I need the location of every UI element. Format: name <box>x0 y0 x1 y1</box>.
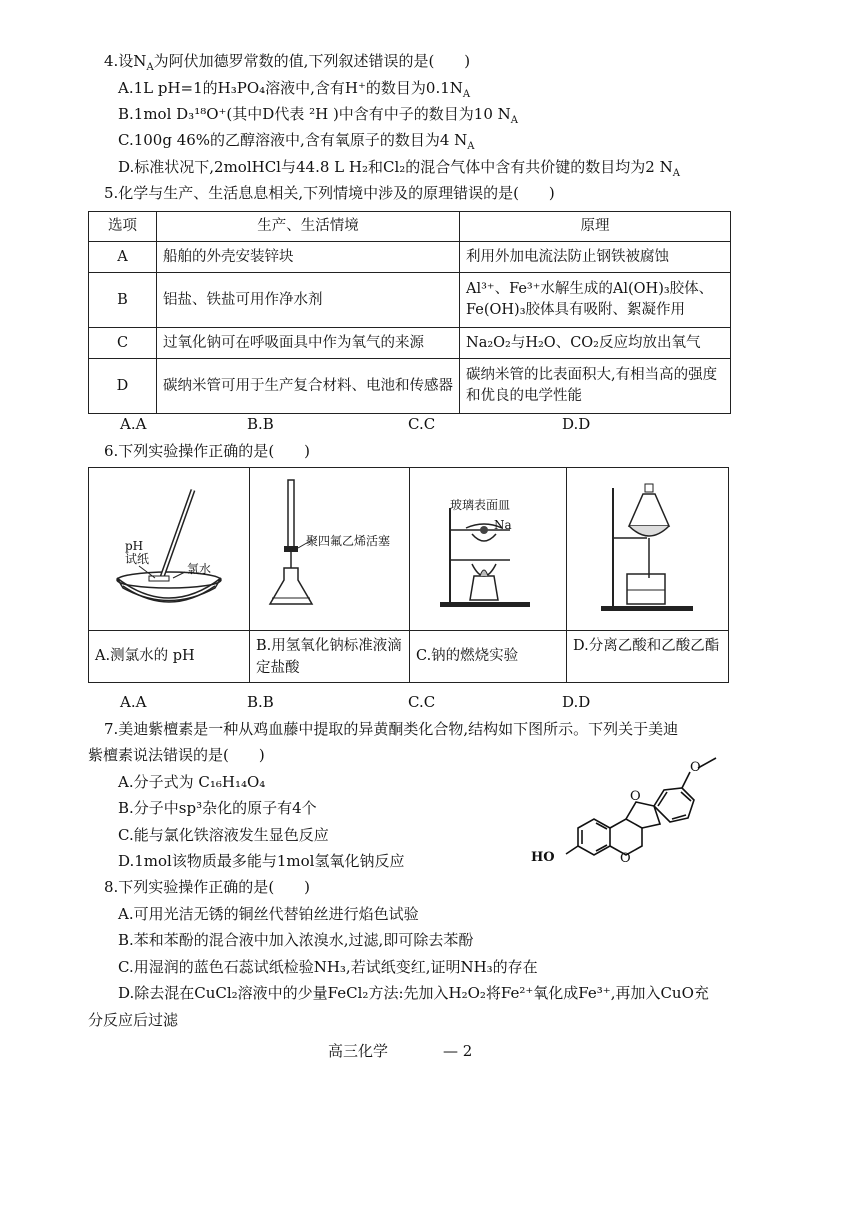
sodium-burning-illustration <box>410 468 567 630</box>
table-header-cell: 原理 <box>460 212 731 242</box>
table-cell: 过氧化钠可在呼吸面具中作为氧气的来源 <box>157 328 460 359</box>
q7-stem-line2: 紫檀素说法错误的是( ) <box>88 746 265 764</box>
apparatus-caption-c: C.钠的燃烧实验 <box>410 630 566 682</box>
table-header-cell: 生产、生活情境 <box>157 212 460 242</box>
q5-answer-a: A.A <box>120 415 147 433</box>
table-row <box>89 359 731 414</box>
table-header-cell: 选项 <box>89 212 157 242</box>
table-cell: 船舶的外壳安装锌块 <box>157 242 460 273</box>
q6-apparatus-table <box>88 467 729 683</box>
q8-option-d-line2: 分反应后过滤 <box>88 1011 179 1029</box>
q5-answer-d: D.D <box>562 415 591 433</box>
apparatus-caption-b: B.用氢氧化钠标准液滴定盐酸 <box>250 630 409 682</box>
q6-stem: 6.下列实验操作正确的是( ) <box>104 442 311 460</box>
q8-option-d-line1: D.除去混在CuCl₂溶液中的少量FeCl₂方法:先加入H₂O₂将Fe²⁺氧化成Fe³⁺,再加入CuO充 <box>118 984 709 1002</box>
apparatus-cell-c <box>410 468 567 682</box>
table-cell: 碳纳米管可用于生产复合材料、电池和传感器 <box>157 359 460 414</box>
q8-stem: 8.下列实验操作正确的是( ) <box>104 878 311 896</box>
q7-stem-line1: 7.美迪紫檀素是一种从鸡血藤中提取的异黄酮类化合物,结构如下图所示。下列关于美迪 <box>104 720 679 738</box>
q8-option-a: A.可用光洁无锈的铜丝代替铂丝进行焰色试验 <box>118 905 419 923</box>
q6-answer-a: A.A <box>120 693 147 711</box>
separatory-funnel-illustration <box>567 468 728 630</box>
table-cell: C <box>89 328 157 359</box>
q7-option-a: A.分子式为 C₁₆H₁₄O₄ <box>118 773 266 791</box>
table-cell: 碳纳米管的比表面积大,有相当高的强度和优良的电学性能 <box>460 359 731 414</box>
apparatus-caption-d: D.分离乙酸和乙酸乙酯 <box>567 630 728 682</box>
q4-stem: 4.设$N_A$为阿伏加德罗常数的值,下列叙述错误的是( ) <box>104 52 471 73</box>
sodium-label: Na <box>494 518 512 532</box>
table-cell: Na₂O₂与H₂O、CO₂反应均放出氧气 <box>460 328 731 359</box>
q4-option-d: D.标准状况下,2molHCl与44.8 L H₂和Cl₂的混合气体中含有共价键的数目均为2 $N_A$ <box>118 158 680 179</box>
titration-illustration <box>250 468 410 630</box>
q7-option-d: D.1mol该物质最多能与1mol氢氧化钠反应 <box>118 852 405 870</box>
footer-subject: 高三化学 <box>328 1042 389 1060</box>
footer-page-number: — 2 <box>443 1042 473 1060</box>
q8-option-b: B.苯和苯酚的混合液中加入浓溴水,过滤,即可除去苯酚 <box>118 931 474 949</box>
table-header-row <box>89 212 731 242</box>
q5-answer-b: B.B <box>247 415 274 433</box>
table-row <box>89 242 731 273</box>
q5-stem: 5.化学与生产、生活息息相关,下列情境中涉及的原理错误的是( ) <box>104 184 555 202</box>
q5-table <box>88 211 731 414</box>
chlorine-water-label: 氯水 <box>187 562 212 576</box>
q4-option-b: B.1mol D₃¹⁸O⁺(其中D代表 ²H )中含有中子的数目为10 $N_A$ <box>118 105 519 126</box>
watch-glass-label: 玻璃表面皿 <box>450 498 511 512</box>
table-cell: D <box>89 359 157 414</box>
q6-answer-d: D.D <box>562 693 591 711</box>
q5-answer-c: C.C <box>408 415 436 433</box>
pyran-oxygen-label: O <box>620 851 631 866</box>
table-row <box>89 273 731 328</box>
furan-oxygen-label: O <box>630 789 641 804</box>
ph-paper-label: pH 试纸 <box>125 539 150 566</box>
apparatus-cell-b <box>250 468 410 682</box>
q6-answer-c: C.C <box>408 693 436 711</box>
table-cell: 铝盐、铁盐可用作净水剂 <box>157 273 460 328</box>
medicarpin-structure-diagram <box>548 744 748 874</box>
table-row <box>89 328 731 359</box>
q8-option-c: C.用湿润的蓝色石蕊试纸检验NH₃,若试纸变红,证明NH₃的存在 <box>118 958 538 976</box>
q7-option-c: C.能与氯化铁溶液发生显色反应 <box>118 826 329 844</box>
table-cell: 利用外加电流法防止钢铁被腐蚀 <box>460 242 731 273</box>
ptfe-stopcock-label: 聚四氟乙烯活塞 <box>306 534 391 548</box>
q4-option-c: C.100g 46%的乙醇溶液中,含有氧原子的数目为4 $N_A$ <box>118 131 475 152</box>
methoxy-oxygen-label: O <box>690 760 701 775</box>
table-cell: A <box>89 242 157 273</box>
q7-option-b: B.分子中sp³杂化的原子有4个 <box>118 799 317 817</box>
ph-test-illustration <box>89 468 249 630</box>
apparatus-cell-d <box>567 468 728 682</box>
q6-answer-b: B.B <box>247 693 274 711</box>
hydroxyl-label: HO <box>531 850 555 865</box>
apparatus-caption-a: A.测氯水的 pH <box>89 630 249 682</box>
table-cell: B <box>89 273 157 328</box>
table-cell: Al³⁺、Fe³⁺水解生成的Al(OH)₃胶体、Fe(OH)₃胶体具有吸附、絮凝作用 <box>460 273 731 328</box>
apparatus-cell-a <box>89 468 250 682</box>
q4-option-a: A.1L pH=1的H₃PO₄溶液中,含有H⁺的数目为$0.1N_A$ <box>118 79 471 100</box>
